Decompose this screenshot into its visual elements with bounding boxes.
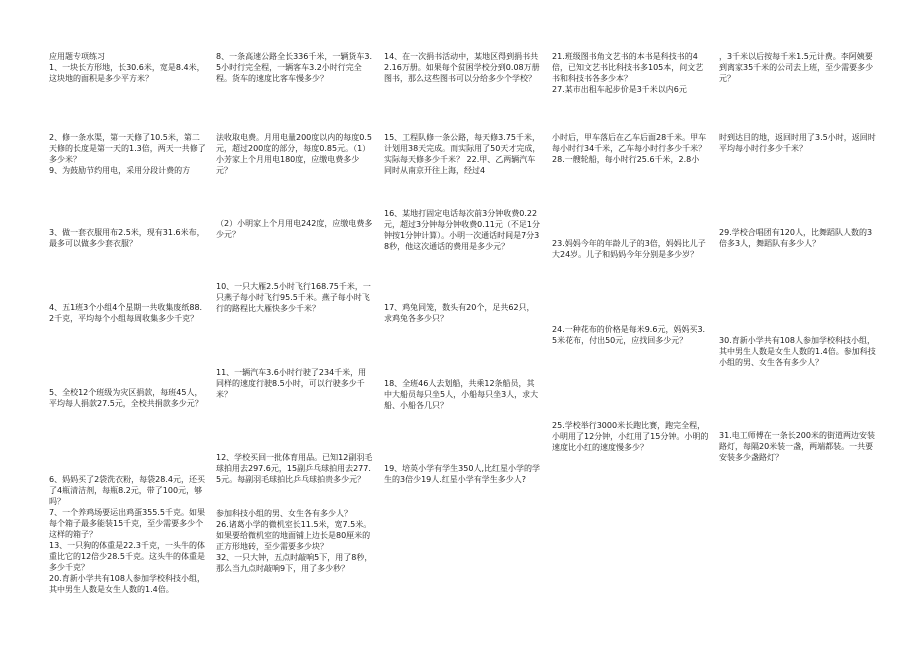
column-3 [384,0,542,650]
problem-block: 3、做一套衣服用布2.5米，现有31.6米布，最多可以做多少套衣服？ [49,228,205,248]
problem-block: 14、在一次捐书活动中，某地区得到捐书共2.16万册。如果每个贫困学校分到0.08万册图书，那么这些图书可以分给多少个学校？ [384,52,540,83]
problem-block: 30.育新小学共有108人参加学校科技小组，其中男生人数是女生人数的1.4倍。参加科技小组的男、女生各有多少人？ [719,336,876,367]
problem-block: 25.学校举行3000米长跑比赛，跑完全程，小明用了12分钟，小红用了15分钟。小明的速度比小红的速度慢多少？ [552,421,709,452]
problem-block: 参加科技小组的男、女生各有多少人？ 26.诸葛小学的微机室长11.5米，宽7.5米。如果要给微机室的地面铺上边长是80厘米的正方形地砖，至少需要多少块？ 32、一只大钟，五点时敲响5下，用了8秒，那么当九点时敲响9下，用了多少秒？ [216,509,373,573]
problem-block: 小时后，甲车落后在乙车后面28千米。甲车每小时行34千米，乙车每小时行多少千米？ 28.一艘轮船，每小时行25.6千米，2.8小 [552,133,707,164]
problem-block: （2）小明家上个月用电242度，应缴电费多少元？ [216,219,373,239]
problem-block: 21.班级图书角文艺书的本书是科技书的4倍，已知文艺书比科技书多105本，问文艺书和科技书各多少本？ 27.某市出租车起步价是3千米以内6元 [552,52,704,94]
problem-block: 6、妈妈买了2袋洗衣粉，每袋28.4元，还买了4瓶清洁剂，每瓶8.2元，带了100元，够吗？ 7、一个养鸡场要运出鸡蛋355.5千克。如果每个箱子最多能装15千克，至少需要多少个这样的箱子？ 13、一只狗的体重是22.3千克，一头牛的体重比它的12倍少28.5千克。这头牛的体重是多少千克？ 20.育新小学共有108人参加学校科技小组，其中男生人数是女生人数的1.4倍。 [49,475,205,594]
column-4 [552,0,710,650]
problem-block: 12、学校买回一批体育用品。已知12副羽毛球拍用去297.6元，15副乒乓球拍用去277.5元。每副羽毛球拍比乒乓球拍贵多少元？ [216,453,373,484]
problem-block: 23.妈妈今年的年龄儿子的3倍，妈妈比儿子大24岁。儿子和妈妈今年分别是多少岁？ [552,239,706,259]
column-1 [49,0,206,650]
problem-block: 法收取电费。月用电量200度以内的每度0.5元，超过200度的部分，每度0.85元。（1）小芳家上个月用电180度，应缴电费多少元？ [216,133,372,175]
problem-block: 8、一条高速公路全长336千米，一辆货车3.5小时行完全程，一辆客车3.2小时行完全程。货车的速度比客车慢多少？ [216,52,372,83]
problem-block: 29.学校合唱团有120人，比舞蹈队人数的3倍多3人，舞蹈队有多少人？ [719,228,873,248]
column-2 [216,0,374,650]
problem-block: 16、某地打固定电话每次前3分钟收费0.22元，超过3分钟每分钟收费0.11元（不足1分钟按1分钟计算）。小明一次通话时间是7分38秒，他这次通话的费用是多少元？ [384,209,540,251]
problem-block: 31.电工师傅在一条长200米的街道两边安装路灯，每隔20米装一盏，两端都装。一共要安装多少盏路灯？ [719,431,875,462]
problem-block: ，3千米以后按每千米1.5元计费。李阿姨要到离家35千米的公司去上班，至少需要多少元？ [719,52,874,83]
problem-block: 19、培英小学有学生350人,比红星小学的学生的3倍少19人.红星小学有学生多少人? [384,464,540,484]
problem-block: 时到达目的地，返回时用了3.5小时，返回时平均每小时行多少千米？ [719,133,876,153]
problem-block: 17、鸡兔同笼，数头有20个，足共62只，求鸡兔各多少只？ [384,303,535,323]
problem-block: 4、五1班3个小组4个星期一共收集废纸88.2千克，平均每个小组每周收集多少千克？ [49,303,203,323]
column-5 [719,0,877,650]
problem-block: 15、工程队修一条公路，每天修3.75千米，计划用38天完成。而实际用了50天才完成，实际每天修多少千米？ 22.甲、乙两辆汽车同时从南京开往上海，经过4 [384,133,541,175]
problem-block: 10、一只大雁2.5小时飞行168.75千米，一只燕子每小时飞行95.5千米。燕子每小时飞行的路程比大雁快多少千米？ [216,282,371,313]
problem-block: 应用题专项练习 1、一块长方形地，长30.6米，宽是8.4米，这块地的面积是多少平方米？ [49,52,205,83]
problem-block: 18、全班46人去划船，共乘12条船员，其中大船员每只坐5人，小船每只坐3人，求大船、小船各几只？ [384,379,539,410]
problem-block: 2、修一条水渠，第一天修了10.5米，第二天修的长度是第一天的1.3倍，两天一共修了多少米？ 9、为鼓励节约用电，采用分段计费的方 [49,133,206,175]
problem-block: 24.一种花布的价格是每米9.6元，妈妈买3.5米花布，付出50元，应找回多少元？ [552,325,706,345]
problem-block: 5、全校12个班级为灾区捐款，每班45人，平均每人捐款27.5元，全校共捐款多少元？ [49,388,203,408]
problem-block: 11、一辆汽车3.6小时行驶了234千米，用同样的速度行驶8.5小时，可以行驶多少千米？ [216,368,367,399]
